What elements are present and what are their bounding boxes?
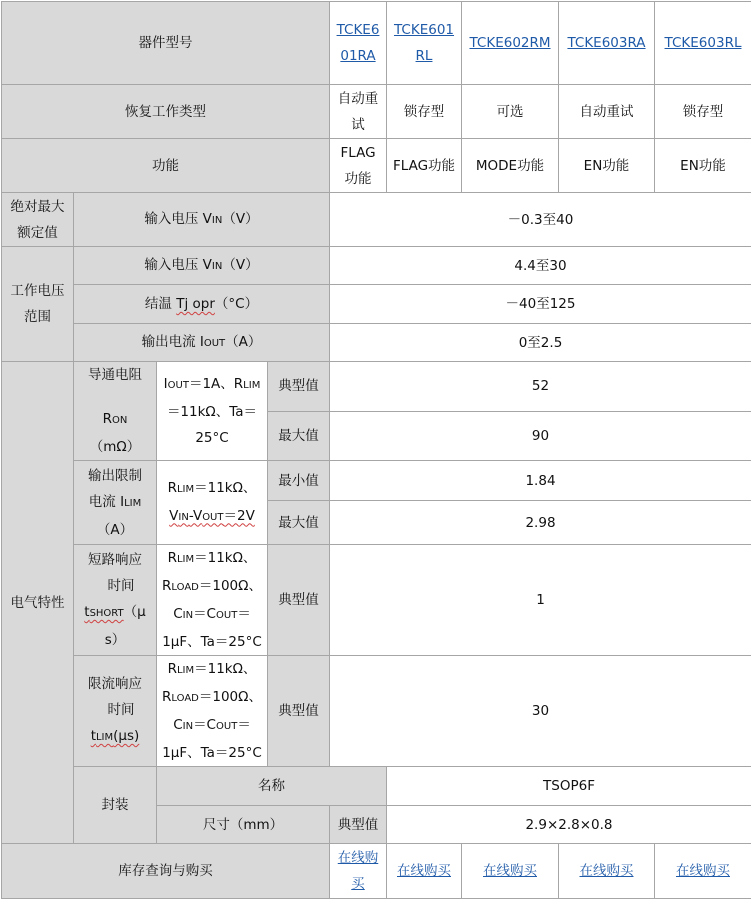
abs-max-group: 绝对最大额定值 xyxy=(2,193,74,247)
model-link-cell xyxy=(559,2,655,85)
recovery-value: 锁存型 xyxy=(387,85,462,139)
ilim-min-value: 1.84 xyxy=(330,461,751,501)
ilim-max-label: 最大值 xyxy=(268,501,330,545)
op-iout-value: 0至2.5 xyxy=(330,324,751,362)
ron-typ-value: 52 xyxy=(330,362,751,412)
model-link-cell xyxy=(655,2,751,85)
recovery-value: 可选 xyxy=(462,85,559,139)
package-name-label: 名称 xyxy=(157,767,387,806)
purchase-row xyxy=(2,844,751,899)
abs-max-param: 输入电压 VIN（V） xyxy=(74,193,330,247)
short-response-condition: RLIM＝11kΩ、 RLOAD＝100Ω、 CIN＝COUT＝ 1μF、Ta＝25°C xyxy=(157,545,268,656)
op-iout-row xyxy=(2,324,751,362)
function-value: EN功能 xyxy=(655,139,751,193)
recovery-label: 恢复工作类型 xyxy=(2,85,330,139)
ron-condition: IOUT＝1A、RLIM ＝11kΩ、Ta＝ 25°C xyxy=(157,362,268,461)
package-size-label: 尺寸（mm） xyxy=(157,806,330,844)
model-link-tcke603ra[interactable]: TCKE603RA xyxy=(567,35,645,51)
ron-max-value: 90 xyxy=(330,411,751,461)
op-tj-row xyxy=(2,285,751,324)
function-row xyxy=(2,139,751,193)
op-iout-param: 输出电流 IOUT（A） xyxy=(74,324,330,362)
op-vin-value: 4.4至30 xyxy=(330,247,751,285)
package-size-value: 2.9×2.8×0.8 xyxy=(387,806,751,844)
abs-max-row xyxy=(2,193,751,247)
package-name-row xyxy=(2,767,751,806)
function-value: EN功能 xyxy=(559,139,655,193)
op-range-group: 工作电压范围 xyxy=(2,247,74,362)
recovery-row xyxy=(2,85,751,139)
short-response-value: 1 xyxy=(330,545,751,656)
ilim-min-label: 最小值 xyxy=(268,461,330,501)
short-response-param: 短路响应 时间 tSHORT（μs） xyxy=(74,545,157,656)
package-size-stat: 典型值 xyxy=(330,806,387,844)
spec-table xyxy=(1,1,751,899)
purchase-link-cell xyxy=(655,844,751,899)
function-value: FLAG功能 xyxy=(330,139,387,193)
limit-response-stat: 典型值 xyxy=(268,656,330,767)
ilim-condition: RLIM＝11kΩ、 VIN-VOUT＝2V xyxy=(157,461,268,545)
ilim-min-row xyxy=(2,461,751,501)
short-response-stat: 典型值 xyxy=(268,545,330,656)
package-group: 封装 xyxy=(74,767,157,844)
op-tj-value: －40至125 xyxy=(330,285,751,324)
limit-response-value: 30 xyxy=(330,656,751,767)
model-link-tcke601rl[interactable]: TCKE601RL xyxy=(394,22,454,64)
ron-typ-row xyxy=(2,362,751,412)
limit-response-condition: RLIM＝11kΩ、 RLOAD＝100Ω、 CIN＝COUT＝ 1μF、Ta＝25°C xyxy=(157,656,268,767)
recovery-value: 自动重试 xyxy=(330,85,387,139)
purchase-link-tcke603rl[interactable]: 在线购买 xyxy=(676,863,730,879)
purchase-link-tcke601rl[interactable]: 在线购买 xyxy=(397,863,451,879)
ron-typ-label: 典型值 xyxy=(268,362,330,412)
op-vin-row xyxy=(2,247,751,285)
purchase-link-cell xyxy=(387,844,462,899)
purchase-link-cell xyxy=(462,844,559,899)
ron-param: 导通电阻 RON（mΩ） xyxy=(74,362,157,461)
function-value: MODE功能 xyxy=(462,139,559,193)
ilim-param: 输出限制 电流 ILIM （A） xyxy=(74,461,157,545)
ron-max-label: 最大值 xyxy=(268,411,330,461)
op-vin-param: 输入电压 VIN（V） xyxy=(74,247,330,285)
header-row xyxy=(2,2,751,85)
limit-response-row xyxy=(2,656,751,767)
op-tj-param: 结温 Tj opr（°C） xyxy=(74,285,330,324)
model-link-cell xyxy=(330,2,387,85)
electrical-group: 电气特性 xyxy=(2,362,74,844)
ilim-max-value: 2.98 xyxy=(330,501,751,545)
model-link-cell xyxy=(387,2,462,85)
purchase-label: 库存查询与购买 xyxy=(2,844,330,899)
abs-max-value: －0.3至40 xyxy=(330,193,751,247)
model-link-cell xyxy=(462,2,559,85)
model-link-tcke603rl[interactable]: TCKE603RL xyxy=(665,35,742,51)
purchase-link-tcke602rm[interactable]: 在线购买 xyxy=(483,863,537,879)
function-label: 功能 xyxy=(2,139,330,193)
purchase-link-cell xyxy=(330,844,387,899)
short-response-row xyxy=(2,545,751,656)
model-link-tcke601ra[interactable]: TCKE601RA xyxy=(337,22,380,64)
function-value: FLAG功能 xyxy=(387,139,462,193)
purchase-link-tcke603ra[interactable]: 在线购买 xyxy=(580,863,634,879)
model-link-tcke602rm[interactable]: TCKE602RM xyxy=(469,35,550,51)
recovery-value: 自动重试 xyxy=(559,85,655,139)
recovery-value: 锁存型 xyxy=(655,85,751,139)
purchase-link-tcke601ra[interactable]: 在线购买 xyxy=(338,850,379,892)
limit-response-param: 限流响应 时间 tLIM(μs) xyxy=(74,656,157,767)
device-label: 器件型号 xyxy=(2,2,330,85)
purchase-link-cell xyxy=(559,844,655,899)
package-name-value: TSOP6F xyxy=(387,767,751,806)
